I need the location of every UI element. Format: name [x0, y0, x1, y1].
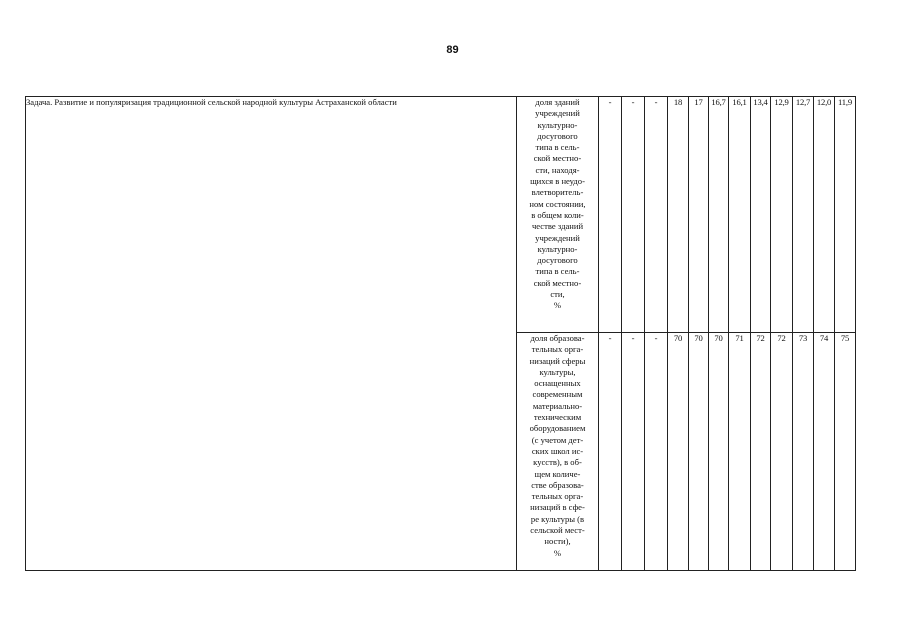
value-cell: 12,9	[771, 97, 793, 333]
indicator-line: досугового	[537, 255, 578, 266]
indicator-line: честве зданий	[531, 221, 584, 232]
indicator-line: низаций в сфе-	[530, 502, 585, 513]
indicator-line: (с учетом дет-	[531, 434, 584, 445]
indicator-line: доля образова-	[530, 333, 585, 343]
value-cell: -	[599, 333, 622, 571]
indicator-line: культурно-	[537, 119, 578, 130]
value-cell: 75	[835, 333, 856, 571]
indicator-line: типа в сель-	[535, 142, 580, 153]
value-cell: 18	[668, 97, 689, 333]
indicator-line: оснащенных	[534, 378, 581, 389]
indicator-line: ре культуры (в	[530, 513, 585, 524]
indicator-line: культуры,	[539, 366, 576, 377]
indicator-line: сти,	[550, 289, 565, 300]
value-cell: -	[645, 333, 668, 571]
value-cell: -	[645, 97, 668, 333]
indicator-line: тельных орга-	[531, 491, 584, 502]
value-cell: 16,1	[729, 97, 751, 333]
value-cell: -	[599, 97, 622, 333]
indicator-line: культурно-	[537, 243, 578, 254]
value-cell: 11,9	[835, 97, 856, 333]
indicator-cell	[517, 97, 599, 333]
value-cell: 73	[793, 333, 814, 571]
indicator-line: доля зданий	[535, 97, 580, 107]
value-cell: -	[622, 333, 645, 571]
indicator-line: типа в сель-	[535, 266, 580, 277]
indicator-line: ской местно-	[533, 277, 582, 288]
page-number: 89	[446, 44, 459, 56]
indicator-line: сельской мест-	[530, 525, 585, 536]
indicator-line: ном состоянии,	[529, 198, 586, 209]
indicator-line: современным	[532, 389, 583, 400]
task-cell: Задача. Развитие и популяризация традиционной сельской народной культуры Астраханской области	[26, 97, 517, 571]
indicator-line: %	[553, 300, 562, 311]
indicator-line: ских школ ис-	[531, 445, 584, 456]
value-cell: 12,7	[793, 97, 814, 333]
indicator-line: досугового	[537, 130, 578, 141]
indicator-cell	[517, 333, 599, 571]
value-cell: 17	[689, 97, 709, 333]
value-cell: 70	[689, 333, 709, 571]
indicator-line: ности),	[544, 536, 571, 547]
value-cell: 13,4	[751, 97, 771, 333]
value-cell: 70	[709, 333, 729, 571]
indicator-line: влетворитель-	[531, 187, 584, 198]
indicator-line: тельных орга-	[531, 344, 584, 355]
value-cell: 71	[729, 333, 751, 571]
value-cell: 72	[771, 333, 793, 571]
value-cell: -	[622, 97, 645, 333]
indicator-line: техническим	[533, 412, 582, 423]
value-cell: 72	[751, 333, 771, 571]
indicator-line: материально-	[532, 400, 583, 411]
indicator-line: ской местно-	[533, 153, 582, 164]
indicator-line: в общем коли-	[531, 209, 584, 220]
value-cell: 74	[814, 333, 835, 571]
indicator-line: низаций сферы	[529, 355, 586, 366]
indicator-line: щем количе-	[534, 468, 581, 479]
indicator-line: учреждений	[535, 108, 580, 119]
indicator-line: учреждений	[535, 232, 580, 243]
indicator-line: %	[553, 547, 562, 558]
value-cell: 70	[668, 333, 689, 571]
indicator-line: оборудованием	[529, 423, 586, 434]
indicators-table	[25, 96, 856, 571]
value-cell: 16,7	[709, 97, 729, 333]
value-cell: 12,0	[814, 97, 835, 333]
indicator-line: стве образова-	[531, 479, 584, 490]
indicator-line: щихся в неудо-	[530, 176, 585, 187]
indicator-line: сти, находя-	[535, 164, 580, 175]
table-row	[26, 97, 856, 333]
indicator-line: кусств), в об-	[533, 457, 582, 468]
